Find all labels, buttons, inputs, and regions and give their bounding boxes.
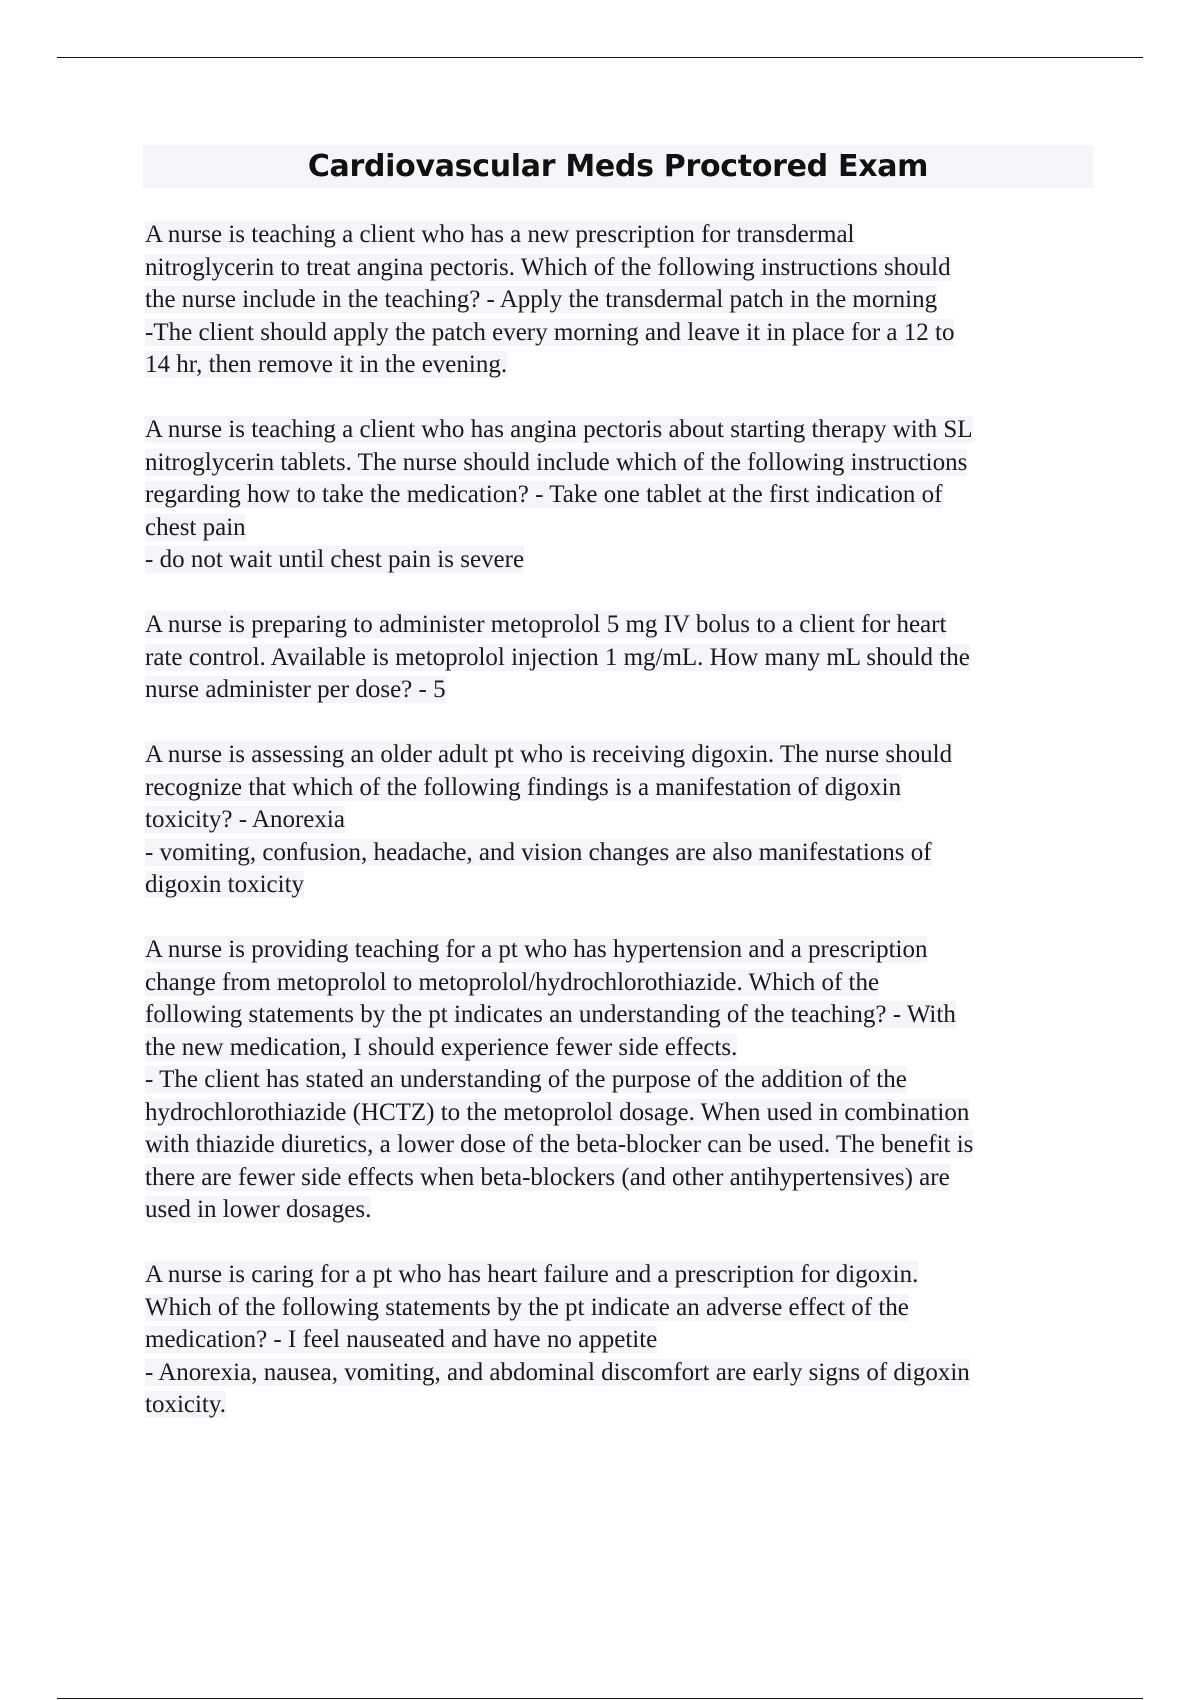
- qa-text: A nurse is caring for a pt who has heart failure and a prescription for digoxin.: [145, 1261, 919, 1288]
- qa-text: nitroglycerin to treat angina pectoris. Which of the following instructions should: [145, 253, 951, 281]
- qa-text-line: [145, 1259, 1095, 1292]
- qa-text-line: [145, 447, 1095, 480]
- qa-block: [145, 739, 1095, 902]
- qa-text-line: [145, 1194, 1095, 1227]
- qa-text-line: [145, 869, 1095, 902]
- qa-text: used in lower dosages.: [145, 1196, 372, 1223]
- qa-text: Which of the following statements by the pt indicate an adverse effect of the: [145, 1293, 909, 1321]
- qa-text-line: [145, 1292, 1095, 1325]
- document-body: [145, 219, 1095, 1454]
- qa-text: - The client has stated an understanding of the purpose of the addition of the: [145, 1066, 907, 1093]
- qa-text-line: [145, 1389, 1095, 1422]
- qa-text-line: [145, 512, 1095, 545]
- qa-text-line: [145, 967, 1095, 1000]
- qa-text-line: [145, 1324, 1095, 1357]
- qa-text-line: [145, 317, 1095, 350]
- qa-block: [145, 934, 1095, 1227]
- qa-text-line: [145, 1129, 1095, 1162]
- qa-text: A nurse is assessing an older adult pt who is receiving digoxin. The nurse should: [145, 741, 953, 768]
- qa-text-line: [145, 1357, 1095, 1390]
- qa-text-line: [145, 252, 1095, 285]
- qa-text: following statements by the pt indicates an understanding of the teaching? - With: [145, 1001, 956, 1028]
- qa-text: change from metoprolol to metoprolol/hydrochlorothiazide. Which of the: [145, 968, 880, 996]
- qa-block: [145, 414, 1095, 577]
- qa-text: digoxin toxicity: [145, 871, 305, 898]
- qa-text: nurse administer per dose? - 5: [145, 676, 446, 703]
- qa-text-line: [145, 804, 1095, 837]
- qa-block: [145, 609, 1095, 707]
- qa-text: regarding how to take the medication? - Take one tablet at the first indication of: [145, 481, 943, 508]
- qa-text: toxicity.: [145, 1391, 227, 1418]
- qa-text: A nurse is teaching a client who has a new prescription for transdermal: [145, 221, 855, 248]
- qa-text: A nurse is teaching a client who has angina pectoris about starting therapy with SL: [145, 416, 973, 443]
- qa-text: the new medication, I should experience fewer side effects.: [145, 1033, 738, 1061]
- top-rule: [57, 57, 1143, 58]
- qa-text-line: [145, 837, 1095, 870]
- qa-text-line: [145, 349, 1095, 382]
- qa-text-line: [145, 674, 1095, 707]
- qa-text-line: [145, 414, 1095, 447]
- qa-text-line: [145, 934, 1095, 967]
- qa-text: 14 hr, then remove it in the evening.: [145, 351, 508, 378]
- qa-text-line: [145, 1032, 1095, 1065]
- qa-text: - do not wait until chest pain is severe: [145, 546, 525, 573]
- qa-text-line: [145, 284, 1095, 317]
- title-band: [143, 145, 1093, 188]
- qa-text-line: [145, 772, 1095, 805]
- qa-text: - vomiting, confusion, headache, and vision changes are also manifestations of: [145, 838, 932, 866]
- qa-text-line: [145, 999, 1095, 1032]
- qa-text-line: [145, 739, 1095, 772]
- qa-text: - Anorexia, nausea, vomiting, and abdominal discomfort are early signs of digoxin: [145, 1358, 970, 1386]
- qa-text: -The client should apply the patch every morning and leave it in place for a 12 to: [145, 318, 955, 346]
- qa-text-line: [145, 642, 1095, 675]
- qa-text: A nurse is providing teaching for a pt who has hypertension and a prescription: [145, 936, 928, 963]
- bottom-rule: [57, 1698, 1143, 1699]
- qa-text-line: [145, 1162, 1095, 1195]
- qa-block: [145, 219, 1095, 382]
- qa-text-line: [145, 544, 1095, 577]
- qa-text-line: [145, 1064, 1095, 1097]
- qa-text: nitroglycerin tablets. The nurse should include which of the following instructions: [145, 448, 968, 476]
- qa-text: A nurse is preparing to administer metoprolol 5 mg IV bolus to a client for heart: [145, 611, 947, 638]
- qa-text-line: [145, 479, 1095, 512]
- qa-text: rate control. Available is metoprolol injection 1 mg/mL. How many mL should the: [145, 643, 970, 671]
- qa-text: toxicity? - Anorexia: [145, 806, 345, 833]
- qa-text: medication? - I feel nauseated and have no appetite: [145, 1326, 658, 1353]
- qa-text: the nurse include in the teaching? - Apply the transdermal patch in the morning: [145, 286, 938, 313]
- qa-text-line: [145, 609, 1095, 642]
- qa-text-line: [145, 219, 1095, 252]
- qa-text: hydrochlorothiazide (HCTZ) to the metoprolol dosage. When used in combination: [145, 1098, 970, 1126]
- qa-text: with thiazide diuretics, a lower dose of the beta-blocker can be used. The benefit is: [145, 1131, 974, 1158]
- qa-block: [145, 1259, 1095, 1422]
- qa-text-line: [145, 1097, 1095, 1130]
- qa-text: chest pain: [145, 513, 246, 541]
- document-title: Cardiovascular Meds Proctored Exam: [307, 149, 929, 184]
- qa-text: recognize that which of the following findings is a manifestation of digoxin: [145, 773, 902, 801]
- qa-text: there are fewer side effects when beta-blockers (and other antihypertensives) are: [145, 1163, 950, 1191]
